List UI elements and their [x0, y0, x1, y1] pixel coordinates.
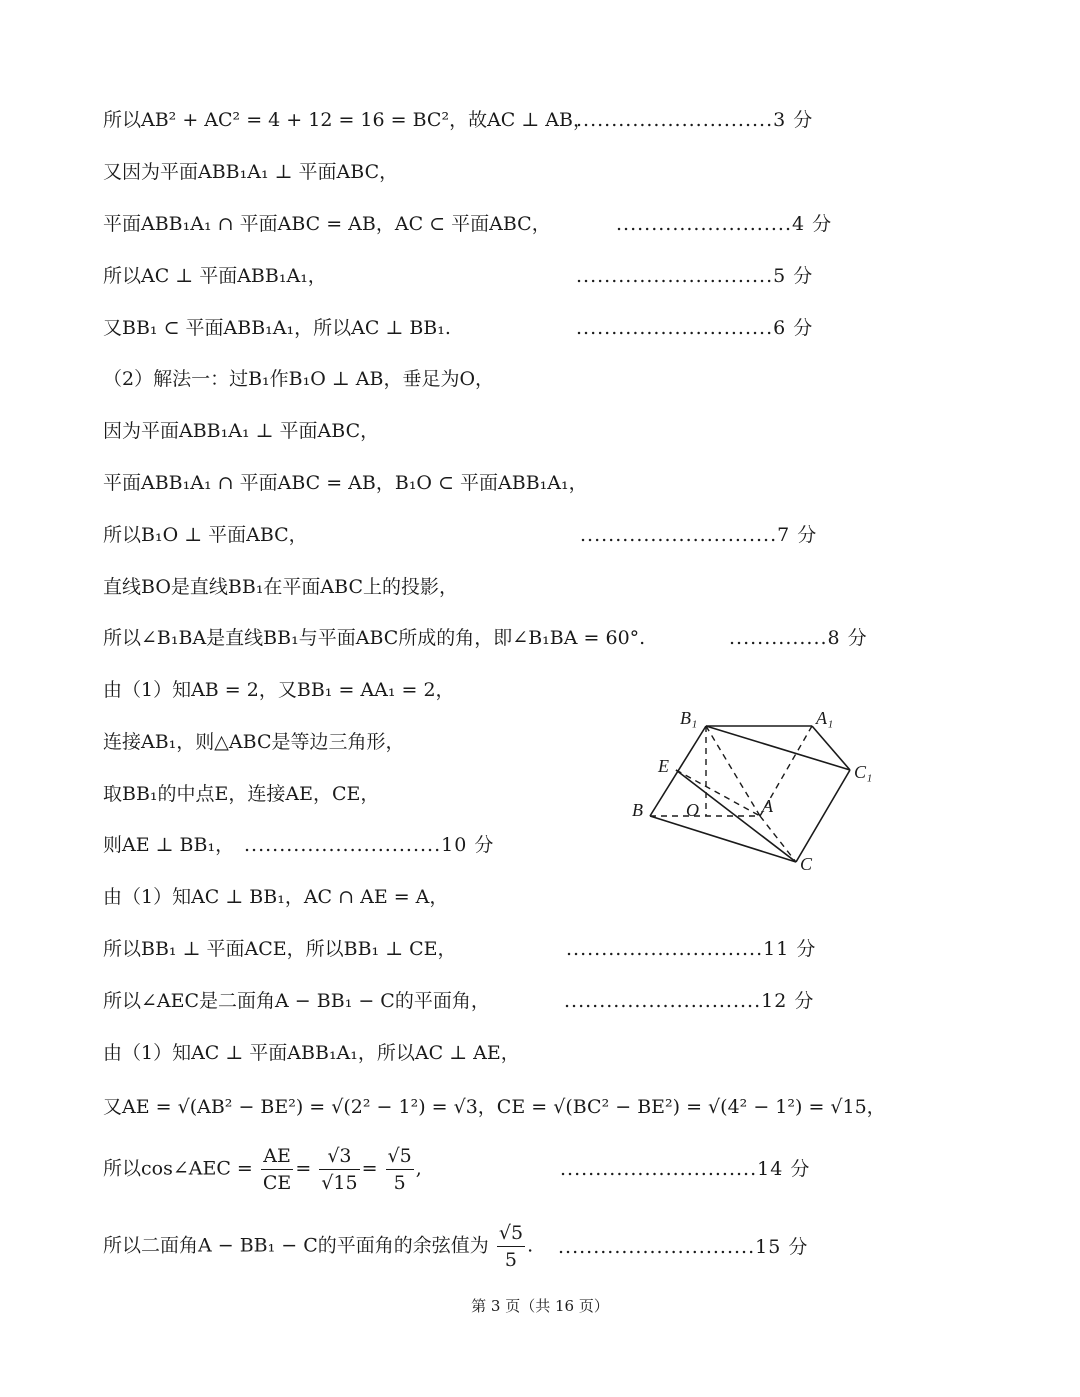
- line-16: 由（1）知AC ⊥ BB₁，AC ∩ AE = A，: [103, 886, 449, 908]
- line-1: 所以AB² + AC² = 4 + 12 = 16 = BC²，故AC ⊥ AB，: [103, 109, 592, 131]
- line-4: 所以AC ⊥ 平面ABB₁A₁，: [103, 265, 327, 287]
- label-b: B: [632, 800, 643, 820]
- line-3: 平面ABB₁A₁ ∩ 平面ABC = AB，AC ⊂ 平面ABC，: [103, 213, 551, 235]
- fraction-denominator: 5: [393, 1172, 406, 1194]
- edge-b-c: [650, 816, 796, 862]
- score-11: ............................11 分: [566, 938, 817, 960]
- label-a: A: [762, 796, 773, 816]
- score-8: ..............8 分: [729, 627, 868, 649]
- line-19: 由（1）知AC ⊥ 平面ABB₁A₁，所以AC ⊥ AE，: [103, 1042, 520, 1064]
- line-6: （2）解法一：过B₁作B₁O ⊥ AB，垂足为O，: [103, 368, 495, 390]
- score-3: ............................3 分: [576, 109, 814, 131]
- fraction-denominator: √15: [321, 1172, 358, 1194]
- line-2: 又因为平面ABB₁A₁ ⊥ 平面ABC，: [103, 161, 399, 183]
- line-18: 所以∠AEC是二面角A − BB₁ − C的平面角，: [103, 990, 490, 1012]
- fraction-numerator: √5: [497, 1220, 525, 1247]
- line-15: 则AE ⊥ BB₁，: [103, 834, 235, 856]
- fraction-denominator: 5: [504, 1249, 517, 1271]
- score-15: ............................15 分: [558, 1236, 809, 1258]
- label-o: O: [686, 800, 699, 820]
- score-5: ............................5 分: [576, 265, 814, 287]
- score-12: ............................12 分: [564, 990, 815, 1012]
- fraction-denominator: CE: [262, 1172, 292, 1194]
- label-b1: B₁: [680, 708, 698, 728]
- fraction-sqrt5-5: [386, 1143, 414, 1196]
- line-11: 所以∠B₁BA是直线BB₁与平面ABC所成的角，即∠B₁BA = 60°.: [103, 627, 646, 649]
- line-14: 取BB₁的中点E，连接AE，CE，: [103, 783, 380, 805]
- label-c: C: [800, 854, 813, 874]
- page-footer: 第 3 页（共 16 页）: [471, 1297, 609, 1315]
- line-17: 所以BB₁ ⊥ 平面ACE，所以BB₁ ⊥ CE，: [103, 938, 457, 960]
- label-e: E: [658, 756, 669, 776]
- line-9: 所以B₁O ⊥ 平面ABC，: [103, 524, 308, 546]
- fraction-numerator: AE: [261, 1143, 293, 1170]
- prism-figure: [620, 700, 880, 880]
- label-c1: C₁: [854, 762, 873, 782]
- edge-c1-c: [796, 770, 850, 862]
- fraction-numerator: √5: [386, 1143, 414, 1170]
- line-8: 平面ABB₁A₁ ∩ 平面ABC = AB，B₁O ⊂ 平面ABB₁A₁，: [103, 472, 588, 494]
- line-22: 所以二面角A − BB₁ − C的平面角的余弦值为 $\frac{√5}{5}$ .: [103, 1222, 534, 1271]
- label-a1: A₁: [816, 708, 834, 728]
- final-prefix: 所以二面角A − BB₁ − C的平面角的余弦值为: [103, 1234, 489, 1257]
- fraction-sqrt3-sqrt15: [319, 1143, 359, 1196]
- score-14: ............................14 分: [560, 1158, 811, 1180]
- line-20: 又AE = √(AB² − BE²) = √(2² − 1²) = √3，CE = √(BC² − BE²) = √(4² − 1²) = √15，: [103, 1096, 886, 1118]
- line-12: 由（1）知AB = 2，又BB₁ = AA₁ = 2，: [103, 679, 455, 701]
- score-6: ............................6 分: [576, 317, 814, 339]
- score-10: ............................10 分: [244, 834, 495, 856]
- line-13: 连接AB₁，则△ABC是等边三角形，: [103, 731, 405, 753]
- fraction-numerator: √3: [319, 1143, 359, 1170]
- line-7: 因为平面ABB₁A₁ ⊥ 平面ABC，: [103, 420, 380, 442]
- line-10: 直线BO是直线BB₁在平面ABC上的投影，: [103, 576, 459, 598]
- cos-prefix: 所以cos∠AEC =: [103, 1157, 253, 1180]
- line-21: 所以cos∠AEC = $\frac{AE}{CE}$ = $\frac{√3}{√15}$ = $\frac{√5}{5}$ ,: [103, 1145, 422, 1194]
- fraction-final: [497, 1220, 525, 1273]
- fraction-ae-ce: [261, 1143, 293, 1196]
- score-4: .........................4 分: [616, 213, 833, 235]
- edge-b1-c1: [706, 726, 850, 770]
- line-5: 又BB₁ ⊂ 平面ABB₁A₁，所以AC ⊥ BB₁.: [103, 317, 451, 339]
- score-7: ............................7 分: [580, 524, 818, 546]
